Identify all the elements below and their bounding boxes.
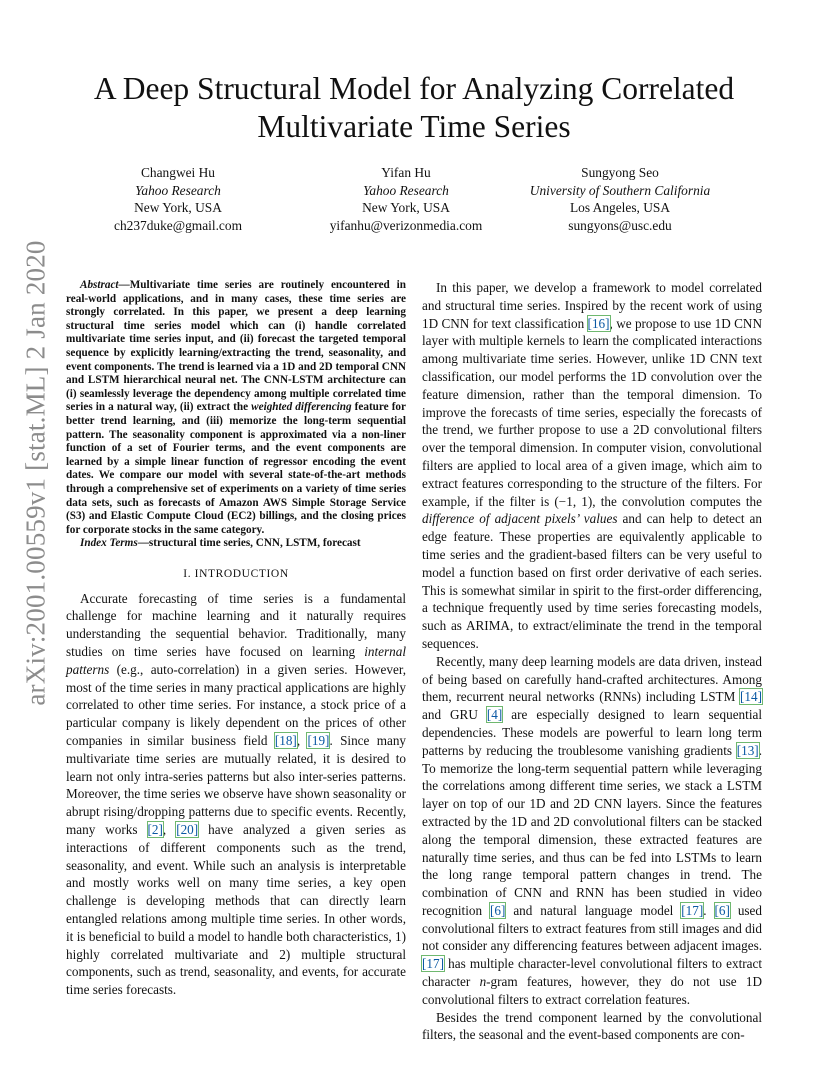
citation-link[interactable]: [20] xyxy=(176,822,199,838)
text-run: and GRU xyxy=(422,707,487,723)
author-affiliation: University of Southern California xyxy=(529,182,711,198)
author-affiliation: Yahoo Research xyxy=(363,182,449,198)
author-location: New York, USA xyxy=(134,200,222,215)
author-3 xyxy=(510,164,730,234)
text-run: have analyzed a given series as interactions of different components such as the trend, seasonality, and event. While such an analysis is interpretable and mostly works well on many time series, a key open challenge is developing methods that can directly learn entangled relations among multiple time series. In other words, it is beneficial to build a model to handle both characteristics, 1) highly correlated multivariate and 2) multiple structural components, such as trend, seasonality, and events, for accurate time series forecasts. xyxy=(66,822,406,998)
text-run: , xyxy=(296,733,308,749)
emphasis: n xyxy=(479,974,487,990)
abstract-lead: Abstract xyxy=(80,279,119,291)
index-terms-lead: Index Terms xyxy=(80,537,138,550)
text-run: used convolutional filters to extract features from still images and did not consider any differencing features between adjacent images. xyxy=(422,902,762,954)
citation-link[interactable]: [17] xyxy=(681,902,704,918)
index-terms xyxy=(66,537,406,551)
text-run: In this paper, we develop a framework to model correlated and structural time series. Inspired by the recent work of using 1D CNN for text classification xyxy=(422,280,762,331)
citation-link[interactable]: [6] xyxy=(490,902,506,918)
author-email: ch237duke@gmail.com xyxy=(114,217,242,233)
text-run: are especially designed to learn sequential dependencies. These models are powerful to learn long term patterns by reducing the troublesome vanishing gradients xyxy=(422,707,762,758)
text-run: and natural language model xyxy=(505,902,682,918)
citation-link[interactable]: [4] xyxy=(486,707,503,723)
text-run: , we propose to use 1D CNN layer with multiple kernels to learn the complicated interactions among multivariate time series. However, unlike 1D CNN text classification, our model performs the 1D convolution over the feature dimension, rather than the temporal dimension. To improve the forecasts of time series, especially the forecasts of the trend, we further propose to use a 2D convolutional filters over the temporal dimension. In computer vision, convolutional filters are applied to local area of a given image, which aim to extract features corresponding to the structure of the filters. For example, if the filter is (−1, 1), the convolution computes the xyxy=(422,315,762,509)
author-name: Changwei Hu xyxy=(140,165,215,180)
title-line-1: A Deep Structural Model for Analyzing Correlated xyxy=(93,71,735,106)
arxiv-stamp xyxy=(14,240,58,706)
abstract xyxy=(66,279,406,537)
citation-link[interactable]: [2] xyxy=(147,822,163,838)
citation-link[interactable]: [13] xyxy=(736,742,759,758)
text-run: (e.g., auto-correlation) in a given series. However, most of the time series in many practical applications are highly correlated to other time series. For instance, a stock price of a particular company is likely dependent on the prices of other companies in similar business field xyxy=(66,661,406,749)
author-email: yifanhu@verizonmedia.com xyxy=(329,217,483,233)
author-2 xyxy=(306,164,506,234)
text-run: . To memorize the long-term sequential pattern while leveraging the correlations among different time series, we stack a LSTM layer on top of our 1D and 2D CNN layers. Since the features extracted by the 1D and 2D convolutional filters can be stacked along the temporal dimension, these extracted features are naturally time series, and thus can be fed into LSTMs to learn the long range temporal pattern changes in trend. The combination of CNN and RNN has been studied in video recognition xyxy=(422,742,762,918)
paper-title xyxy=(60,70,768,146)
intro-paragraph-1 xyxy=(66,590,406,999)
citation-link[interactable]: [18] xyxy=(274,733,297,749)
author-affiliation: Yahoo Research xyxy=(135,182,221,198)
author-email: sungyons@usc.edu xyxy=(568,217,672,233)
text-run: Recently, many deep learning models are data driven, instead of being based on carefully hand-crafted architectures. Among them, recurrent neural networks (RNNs) including LSTM xyxy=(422,653,762,705)
author-name: Yifan Hu xyxy=(381,165,431,180)
text-run: Accurate forecasting of time series is a fundamental challenge for machine learning and it naturally requires understanding the sequential behavior. Traditionally, many studies on time series have focused on learning xyxy=(66,590,406,660)
text-run: and can help to detect an edge feature. These properties are equivalently applicable to time series and the gradient-based filters can be very useful to model a function based on first order derivative of each series. This is somewhat similar in spirit to the first-order differencing, a technique frequently used by time series forecasting models, such as ARIMA, to extract/eliminate the trend in the temporal sequences. xyxy=(422,511,763,651)
citation-link[interactable]: [14] xyxy=(740,689,762,705)
index-terms-text: —structural time series, CNN, LSTM, forecast xyxy=(137,537,361,550)
left-column xyxy=(66,279,406,999)
author-name: Sungyong Seo xyxy=(581,165,659,180)
author-block xyxy=(98,164,730,234)
right-column xyxy=(422,279,762,1044)
right-paragraph-2 xyxy=(422,653,762,1009)
text-run: , xyxy=(162,822,177,838)
text-run: . Since many multivariate time series are mutually related, it is desired to learn not only intra-series patterns but also inter-series patterns. Moreover, the time series we observe have shown seasonality or abrupt rising/dropping patterns due to specific events. Recently, many works xyxy=(66,733,407,838)
abstract-text-a: —Multivariate time series are routinely encountered in real-world applications, and in many cases, these time series are strongly correlated. In this paper, we present a deep learning structural time series model which can (i) handle correlated multivariate time series input, and (ii) forecast the targeted temporal sequence by explicitly learning/extracting the trend, seasonality, and event components. The trend is learned via a 1D and 2D temporal CNN and LSTM hierarchical neural net. The CNN-LSTM architecture can (i) seamlessly leverage the dependency among multiple correlated time series in a natural way, (ii) extract the xyxy=(66,279,406,414)
right-paragraph-1 xyxy=(422,279,762,653)
text-run: -gram features, however, they do not use 1D convolutional filters to extract correlation features. xyxy=(422,974,762,1007)
citation-link[interactable]: [17] xyxy=(422,956,444,972)
citation-link[interactable]: [6] xyxy=(714,902,730,918)
citation-link[interactable]: [19] xyxy=(307,733,330,749)
title-line-2: Multivariate Time Series xyxy=(257,109,571,144)
author-location: Los Angeles, USA xyxy=(569,200,671,215)
text-run: . xyxy=(703,902,715,918)
section-heading: I. INTRODUCTION xyxy=(183,567,289,580)
author-location: New York, USA xyxy=(362,200,450,215)
emphasis: difference of adjacent pixels’ values xyxy=(422,511,618,527)
text-run: has multiple character-level convolutional filters to extract character xyxy=(422,956,762,990)
right-paragraph-3: Besides the trend component learned by the convolutional filters, the seasonal and the event-based components are con- xyxy=(422,1009,762,1043)
citation-link[interactable]: [16] xyxy=(587,315,610,331)
abstract-text-b: feature for better trend learning, and (iii) memorize the long-term sequential pattern. The seasonality component is approximated via a non-liner function of a set of Fourier terms, and the event components are learned by a simple linear function of regressor encoding the event dates. We compare our model with several state-of-the-art methods through a comprehensive set of experiments on a variety of time series data sets, such as forecasts of Amazon AWS Simple Storage Service (S3) and Elastic Compute Cloud (EC2) billings, and the closing prices for corporate stocks in the same category. xyxy=(66,401,406,536)
arxiv-stamp-text: arXiv:2001.00559v1 [stat.ML] 2 Jan 2020 xyxy=(20,240,51,706)
author-1 xyxy=(98,164,258,234)
emphasis: internal patterns xyxy=(66,644,406,677)
abstract-emphasis: weighted differencing xyxy=(251,401,352,414)
